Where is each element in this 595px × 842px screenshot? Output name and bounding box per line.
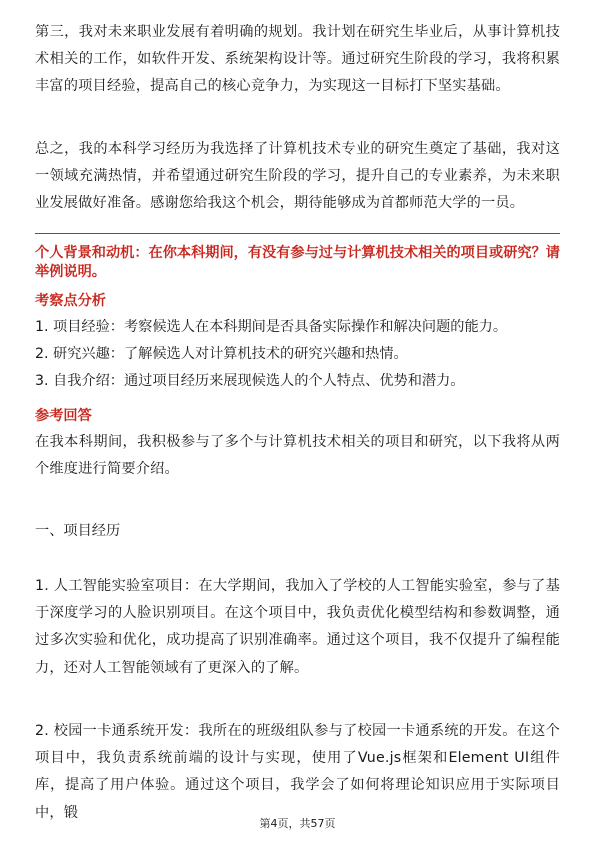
analysis-heading: 考察点分析 [35, 293, 106, 309]
paragraph-third: 第三，我对未来职业发展有着明确的规划。我计划在研究生毕业后，从事计算机技术相关的工作，如软件开发、系统架构设计等。通过研究生阶段的学习，我将积累丰富的项目经验，提高自己的核心竞争力，为实现这一目标打下坚实基础。 [35, 24, 560, 95]
project-item-2: 2. 校园一卡通系统开发：我所在的班级组队参与了校园一卡通系统的开发。在这个项目中，我负责系统前端的设计与实现，使用了Vue.js框架和Element UI组件库，提高了用户体验。通过这个项目，我学会了如何将理论知识应用于实际项目中，锻 [35, 723, 560, 821]
analysis-item: 1. 项目经验：考察候选人在本科期间是否具备实际操作和解决问题的能力。 [35, 319, 508, 335]
answer-heading: 参考回答 [35, 408, 92, 424]
paragraph-summary: 总之，我的本科学习经历为我选择了计算机技术专业的研究生奠定了基础，我对这一领域充满热情，并希望通过研究生阶段的学习，提升自己的专业素养，为未来职业发展做好准备。感谢您给我这个机会，期待能够成为首都师范大学的一员。 [35, 141, 560, 212]
section-divider [35, 233, 560, 234]
answer-intro: 在我本科期间，我积极参与了多个与计算机技术相关的项目和研究，以下我将从两个维度进行简要介绍。 [35, 434, 560, 478]
section-title: 一、项目经历 [35, 523, 121, 539]
project-item-1: 1. 人工智能实验室项目：在大学期间，我加入了学校的人工智能实验室，参与了基于深度学习的人脸识别项目。在这个项目中，我负责优化模型结构和参数调整，通过多次实验和优化，成功提高了识别准确率。通过这个项目，我不仅提升了编程能力，还对人工智能领域有了更深入的了解。 [35, 578, 560, 676]
analysis-item: 3. 自我介绍：通过项目经历来展现候选人的个人特点、优势和潜力。 [35, 373, 465, 389]
analysis-item: 2. 研究兴趣：了解候选人对计算机技术的研究兴趣和热情。 [35, 346, 408, 362]
question-heading: 个人背景和动机：在你本科期间，有没有参与过与计算机技术相关的项目或研究？请举例说明。 [35, 245, 560, 280]
page-footer: 第4页，共57页 [259, 817, 336, 830]
